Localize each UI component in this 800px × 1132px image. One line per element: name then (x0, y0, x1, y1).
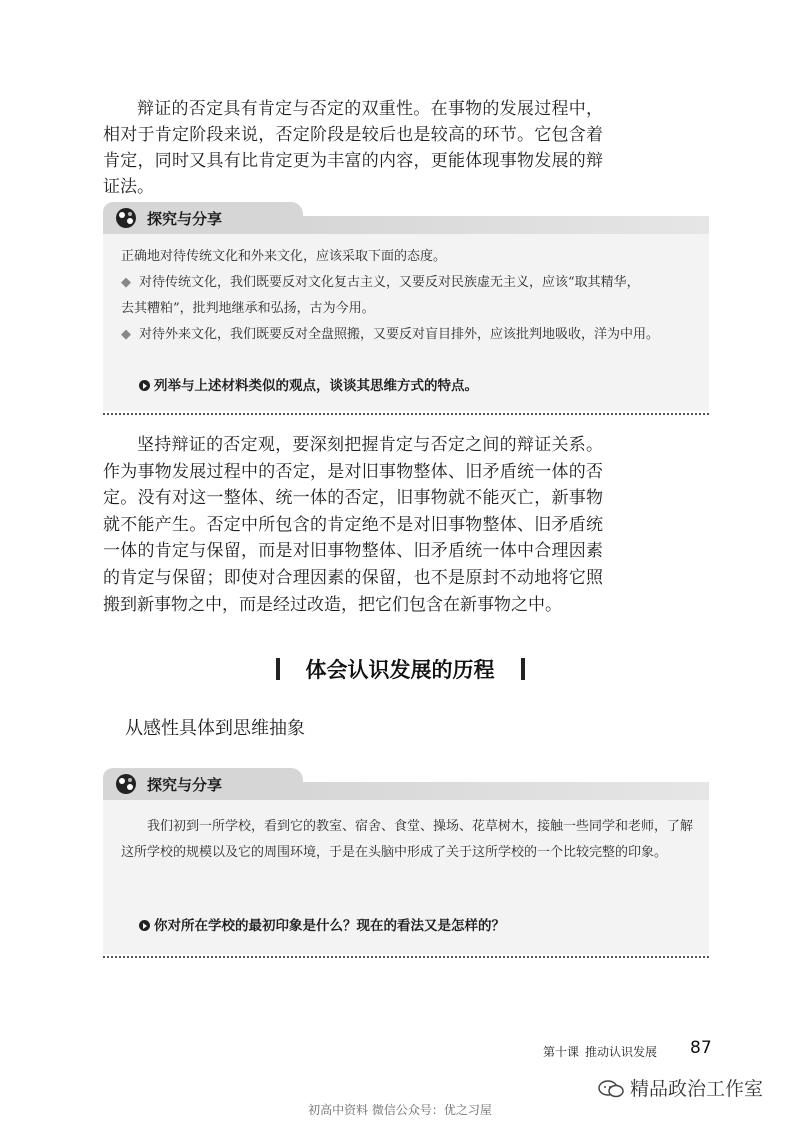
bullet-diamond-icon: ◆ (121, 327, 131, 342)
paragraph-1: 辩证的否定具有肯定与否定的双重性。在事物的发展过程中，相对于肯定阶段来说，否定阶段是较后也是较高的环节。它包含着肯定，同时又具有比肯定更为丰富的内容，更能体现事物发展的辩证法。 (103, 99, 603, 197)
explore-icon (113, 206, 139, 230)
box-title: 探究与分享 (147, 210, 223, 228)
box-bullet-1: ◆ 对待传统文化，我们既要反对文化复古主义，又要反对民族虚无主义，应该“取其精华， (121, 275, 640, 290)
subheading: 从感性具体到思维抽象 (125, 718, 305, 739)
box-prompt: 列举与上述材料类似的观点，谈谈其思维方式的特点。 (139, 374, 478, 394)
explore-share-box-2 (103, 768, 709, 958)
bullet-diamond-icon: ◆ (121, 275, 131, 290)
box-bullet-2: ◆ 对待外来文化，我们既要反对全盘照搬，又要反对盲目排外，应该批判地吸收，洋为中用。 (121, 327, 660, 342)
box-bullet-1-continued: 去其糟粕”，批判地继承和弘扬，古为今用。 (121, 301, 375, 316)
section-heading: 体会认识发展的历程 (0, 654, 800, 684)
box-title: 探究与分享 (147, 776, 223, 794)
source-note: 初高中资料 微信公众号：优之习屋 (308, 1103, 492, 1117)
heading-bar-left (276, 658, 280, 680)
wechat-icon (598, 1080, 624, 1098)
watermark: 精品政治工作室 (598, 1074, 763, 1101)
paragraph-2: 坚持辩证的否定观，要深刻把握肯定与否定之间的辩证关系。作为事物发展过程中的否定，是对旧事物整体、旧矛盾统一体的否定。没有对这一整体、统一体的否定，旧事物就不能灭亡，新事物就不能产生。否定中所包含的肯定绝不是对旧事物整体、旧矛盾统一体的肯定与保留，而是对旧事物整体、旧矛盾统一体中合理因素的肯定与保留；即使对合理因素的保留，也不是原封不动地将它照搬到新事物之中，而是经过改造，把它们包含在新事物之中。 (103, 435, 603, 615)
explore-icon (113, 772, 139, 796)
dotted-divider (103, 956, 709, 958)
dotted-divider (103, 413, 709, 415)
box-body-text: 我们初到一所学校，看到它的教室、宿舍、食堂、操场、花草树木，接触一些同学和老师，了解这所学校的规模以及它的周围环境，于是在头脑中形成了关于这所学校的一个比较完整的印象。 (121, 819, 694, 860)
play-circle-icon (139, 380, 150, 391)
box-intro-text: 正确地对待传统文化和外来文化，应该采取下面的态度。 (121, 249, 447, 264)
box-prompt: 你对所在学校的最初印象是什么？现在的看法又是怎样的？ (139, 914, 505, 934)
play-circle-icon (139, 920, 150, 931)
explore-share-box-1 (103, 202, 709, 415)
footer-chapter: 第十课 推动认识发展 (543, 1045, 658, 1059)
page-number: 87 (690, 1038, 712, 1058)
heading-bar-right (521, 658, 525, 680)
